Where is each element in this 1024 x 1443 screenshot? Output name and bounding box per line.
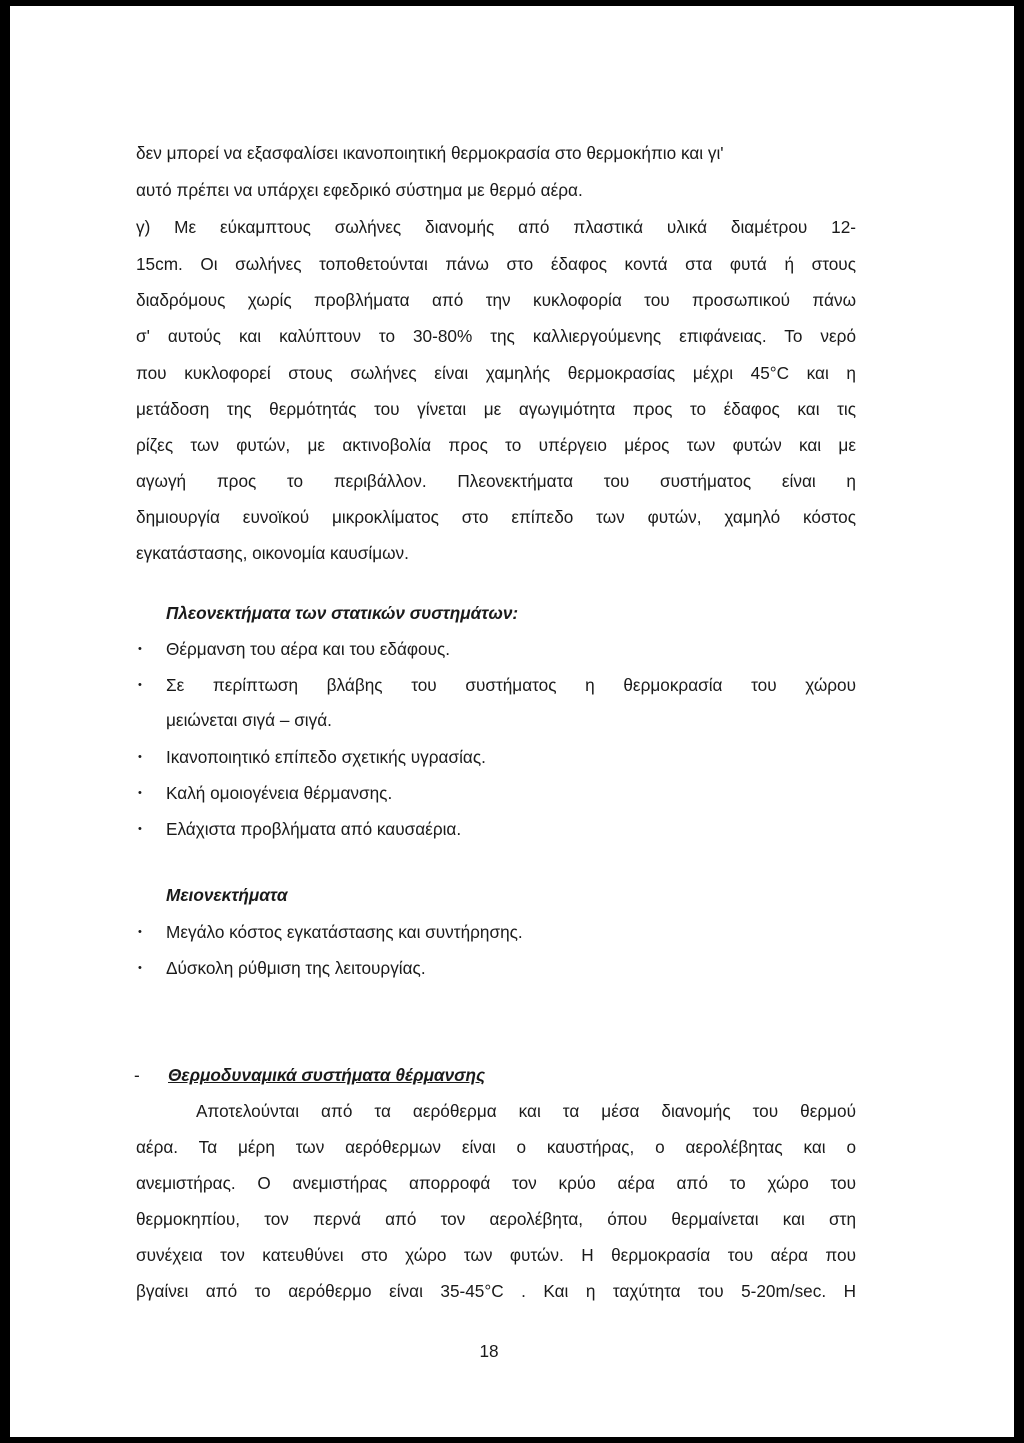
advantage-item-continuation: μειώνεται σιγά – σιγά. xyxy=(166,710,332,730)
advantage-item: Ικανοποιητικό επίπεδο σχετικής υγρασίας. xyxy=(166,747,486,767)
body-line: ρίζες των φυτών, με ακτινοβολία προς το υπέργειο μέρος των φυτών και με xyxy=(136,435,856,455)
bullet-dot: • xyxy=(138,679,142,691)
body-line: σ' αυτούς και καλύπτουν το 30-80% της καλλιεργούμενης επιφάνειας. Το νερό xyxy=(136,326,856,346)
thermodynamic-heading: Θερμοδυναμικά συστήματα θέρμανσης xyxy=(168,1065,486,1085)
body-line: αυτό πρέπει να υπάρχει εφεδρικό σύστημα με θερμό αέρα. xyxy=(136,180,583,200)
disadvantage-item: Μεγάλο κόστος εγκατάστασης και συντήρησης. xyxy=(166,922,523,942)
body-line: Αποτελούνται από τα αερόθερμα και τα μέσα διανομής του θερμού xyxy=(196,1101,856,1121)
bullet-dot: • xyxy=(138,962,142,974)
body-line: διαδρόμους χωρίς προβλήματα από την κυκλοφορία του προσωπικού πάνω xyxy=(136,290,856,310)
body-line: δεν μπορεί να εξασφαλίσει ικανοποιητική θερμοκρασία στο θερμοκήπιο και γι' xyxy=(136,143,724,163)
body-line: αέρα. Τα μέρη των αερόθερμων είναι ο καυστήρας, ο αερολέβητας και ο xyxy=(136,1137,856,1157)
advantage-item: Ελάχιστα προβλήματα από καυσαέρια. xyxy=(166,819,462,839)
disadvantages-heading: Μειονεκτήματα xyxy=(166,885,288,905)
body-line: 15cm. Οι σωλήνες τοποθετούνται πάνω στο έδαφος κοντά στα φυτά ή στους xyxy=(136,254,856,274)
advantage-item: Καλή ομοιογένεια θέρμανσης. xyxy=(166,783,393,803)
body-line: συνέχεια τον κατευθύνει στο χώρο των φυτών. Η θερμοκρασία του αέρα που xyxy=(136,1245,856,1265)
bullet-dot: • xyxy=(138,751,142,763)
bullet-dot: • xyxy=(138,787,142,799)
document-page xyxy=(10,6,1014,1437)
advantage-item: Σε περίπτωση βλάβης του συστήματος η θερμοκρασία του χώρου xyxy=(166,675,856,695)
body-line: που κυκλοφορεί στους σωλήνες είναι χαμηλής θερμοκρασίας μέχρι 45°C και η xyxy=(136,363,856,383)
body-line: θερμοκηπίου, τον περνά από τον αερολέβητα, όπου θερμαίνεται και στη xyxy=(136,1209,856,1229)
section-dash: - xyxy=(134,1065,140,1085)
advantage-item: Θέρμανση του αέρα και του εδάφους. xyxy=(166,639,451,659)
body-line: γ) Με εύκαμπτους σωλήνες διανομής από πλαστικά υλικά διαμέτρου 12- xyxy=(136,217,856,237)
body-line: ανεμιστήρας. Ο ανεμιστήρας απορροφά τον κρύο αέρα από το χώρο του xyxy=(136,1173,856,1193)
body-line: αγωγή προς το περιβάλλον. Πλεονεκτήματα του συστήματος είναι η xyxy=(136,471,856,491)
body-line: βγαίνει από το αερόθερμο είναι 35-45°C . Και η ταχύτητα του 5-20m/sec. Η xyxy=(136,1281,856,1301)
bullet-dot: • xyxy=(138,823,142,835)
disadvantage-item: Δύσκολη ρύθμιση της λειτουργίας. xyxy=(166,958,426,978)
bullet-dot: • xyxy=(138,926,142,938)
body-line: δημιουργία ευνοϊκού μικροκλίματος στο επίπεδο των φυτών, χαμηλό κόστος xyxy=(136,507,856,527)
body-line: μετάδοση της θερμότητάς του γίνεται με αγωγιμότητα προς το έδαφος και τις xyxy=(136,399,856,419)
advantages-heading: Πλεονεκτήματα των στατικών συστημάτων: xyxy=(166,603,519,623)
page-number: 18 xyxy=(479,1341,499,1361)
bullet-dot: • xyxy=(138,643,142,655)
body-line: εγκατάστασης, οικονομία καυσίμων. xyxy=(136,543,409,563)
